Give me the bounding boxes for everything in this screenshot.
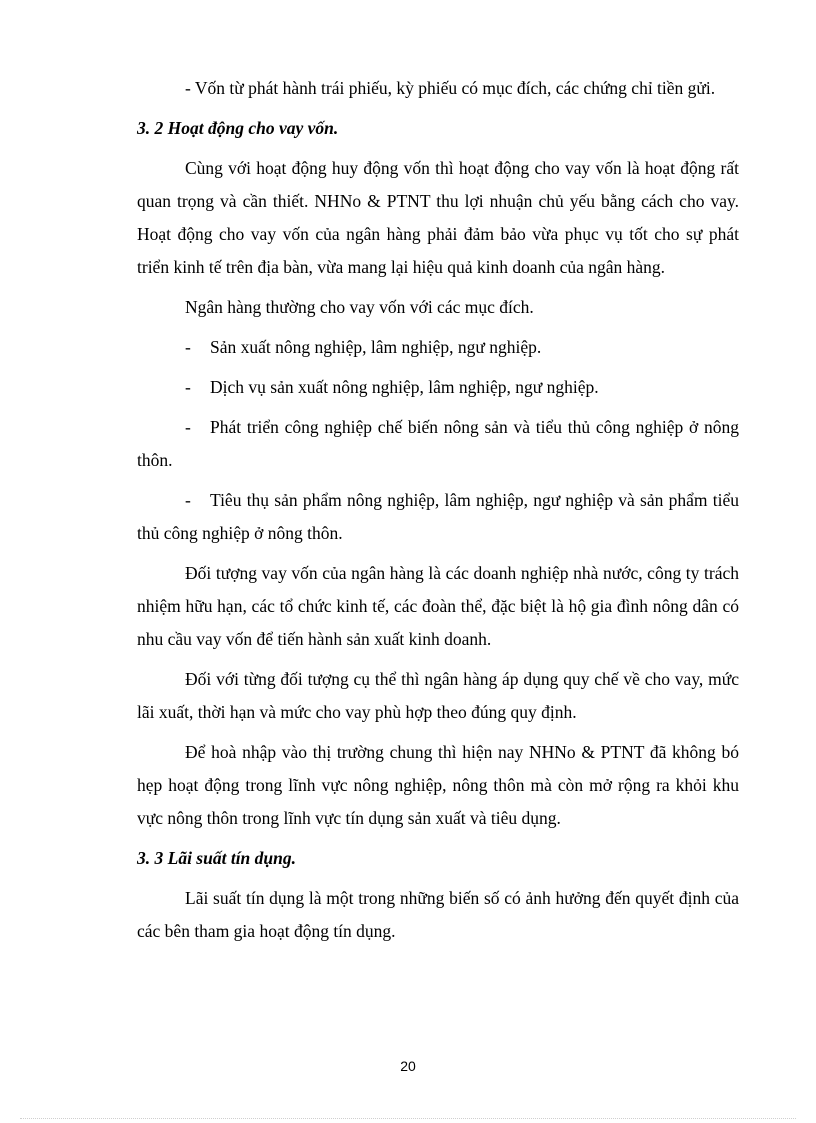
paragraph-lending-intro: Cùng với hoạt động huy động vốn thì hoạt động cho vay vốn là hoạt động rất quan trọng và cần thiết. NHNo & PTNT thu lợi nhuận chủ yếu bằng cách cho vay. Hoạt động cho vay vốn của ngân hàng phải đảm bảo vừa phục vụ tốt cho sự phát triển kinh tế trên địa bàn, vừa mang lại hiệu quả kinh doanh của ngân hàng.	[137, 158, 739, 277]
section-heading-lending: 3. 2 Hoạt động cho vay vốn.	[137, 118, 339, 138]
page-body	[137, 72, 739, 955]
paragraph-borrowers: Đối tượng vay vốn của ngân hàng là các doanh nghiệp nhà nước, công ty trách nhiệm hữu hạn, các tổ chức kinh tế, các đoàn thể, đặc biệt là hộ gia đình nông dân có nhu cầu vay vốn để tiến hành sản xuất kinh doanh.	[137, 563, 739, 649]
paragraph-lending-purposes: Ngân hàng thường cho vay vốn với các mục đích.	[185, 297, 534, 317]
paragraph-market-integration: Để hoà nhập vào thị trường chung thì hiện nay NHNo & PTNT đã không bó hẹp hoạt động trong lĩnh vực nông nghiệp, nông thôn mà còn mở rộng ra khỏi khu vực nông thôn trong lĩnh vực tín dụng sản xuất và tiêu dụng.	[137, 742, 739, 828]
list-item-text: Tiêu thụ sản phẩm nông nghiệp, lâm nghiệp, ngư nghiệp và sản phẩm tiểu thủ công nghiệp ở nông thôn.	[137, 490, 739, 543]
list-dash: -	[185, 490, 191, 510]
paragraph-capital-sources: - Vốn từ phát hành trái phiếu, kỳ phiếu có mục đích, các chứng chỉ tiền gửi.	[185, 78, 716, 98]
list-dash: -	[185, 337, 191, 357]
list-dash: -	[185, 377, 191, 397]
paragraph-interest-rate: Lãi suất tín dụng là một trong những biến số có ảnh hưởng đến quyết định của các bên tham gia hoạt động tín dụng.	[137, 888, 739, 941]
paragraph-lending-rules: Đối với từng đối tượng cụ thể thì ngân hàng áp dụng quy chế về cho vay, mức lãi xuất, thời hạn và mức cho vay phù hợp theo đúng quy định.	[137, 669, 739, 722]
list-item-text: Sản xuất nông nghiệp, lâm nghiệp, ngư nghiệp.	[210, 337, 542, 357]
page-number: 20	[400, 1058, 416, 1074]
list-item	[137, 484, 739, 550]
list-item-text: Dịch vụ sản xuất nông nghiệp, lâm nghiệp, ngư nghiệp.	[210, 377, 599, 397]
section-heading-interest-rate: 3. 3 Lãi suất tín dụng.	[137, 848, 297, 868]
list-item-text: Phát triển công nghiệp chế biến nông sản và tiểu thủ công nghiệp ở nông thôn.	[137, 417, 739, 470]
list-item	[137, 331, 739, 364]
list-dash: -	[185, 417, 191, 437]
page-bottom-divider	[20, 1118, 796, 1119]
list-item	[137, 411, 739, 477]
list-item	[137, 371, 739, 404]
